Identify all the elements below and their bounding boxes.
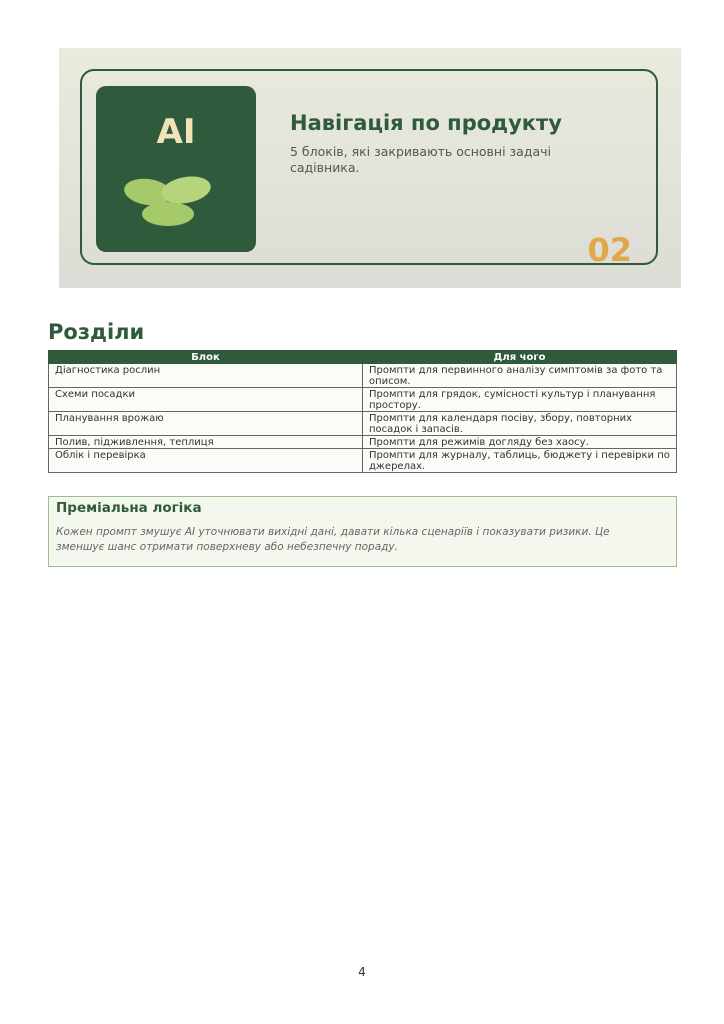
sections-table <box>48 350 677 473</box>
page-number: 4 <box>358 965 366 979</box>
table-cell-block: Схеми посадки <box>49 388 363 412</box>
banner-frame <box>80 69 658 269</box>
header-banner <box>59 48 681 288</box>
logo-text: AI <box>156 112 196 152</box>
table-row <box>49 449 677 473</box>
table-header-block: Блок <box>49 351 363 364</box>
table-cell-purpose: Промпти для первинного аналізу симптомів за фото та описом. <box>363 364 677 388</box>
table-cell-purpose: Промпти для грядок, сумісності культур і планування простору. <box>363 388 677 412</box>
premium-logic-callout <box>48 496 677 567</box>
table-cell-block: Діагностика рослин <box>49 364 363 388</box>
table-row <box>49 412 677 436</box>
callout-title: Преміальна логіка <box>56 500 202 516</box>
table-cell-purpose: Промпти для календаря посіву, збору, повторних посадок і запасів. <box>363 412 677 436</box>
table-row <box>49 388 677 412</box>
table-row <box>49 364 677 388</box>
banner-subtitle: 5 блоків, які закривають основні задачі садівника. <box>290 144 552 175</box>
sprout-leaves-icon <box>116 166 236 236</box>
table-header-row <box>49 351 677 364</box>
table-row <box>49 436 677 449</box>
section-title: Розділи <box>48 320 145 344</box>
table-header-purpose: Для чого <box>363 351 677 364</box>
callout-text: Кожен промпт змушує AI уточнювати вихідні дані, давати кілька сценаріїв і показувати ризики. Це зменшує шанс отримати поверхневу або небезпечну пораду. <box>56 526 610 553</box>
chapter-number: 02 <box>587 231 632 269</box>
table-cell-block: Полив, підживлення, теплиця <box>49 436 363 449</box>
logo <box>96 86 256 252</box>
table-cell-purpose: Промпти для журналу, таблиць, бюджету і перевірки по джерелах. <box>363 449 677 473</box>
table-cell-purpose: Промпти для режимів догляду без хаосу. <box>363 436 677 449</box>
table-cell-block: Облік і перевірка <box>49 449 363 473</box>
banner-title: Навігація по продукту <box>290 111 562 135</box>
table-cell-block: Планування врожаю <box>49 412 363 436</box>
